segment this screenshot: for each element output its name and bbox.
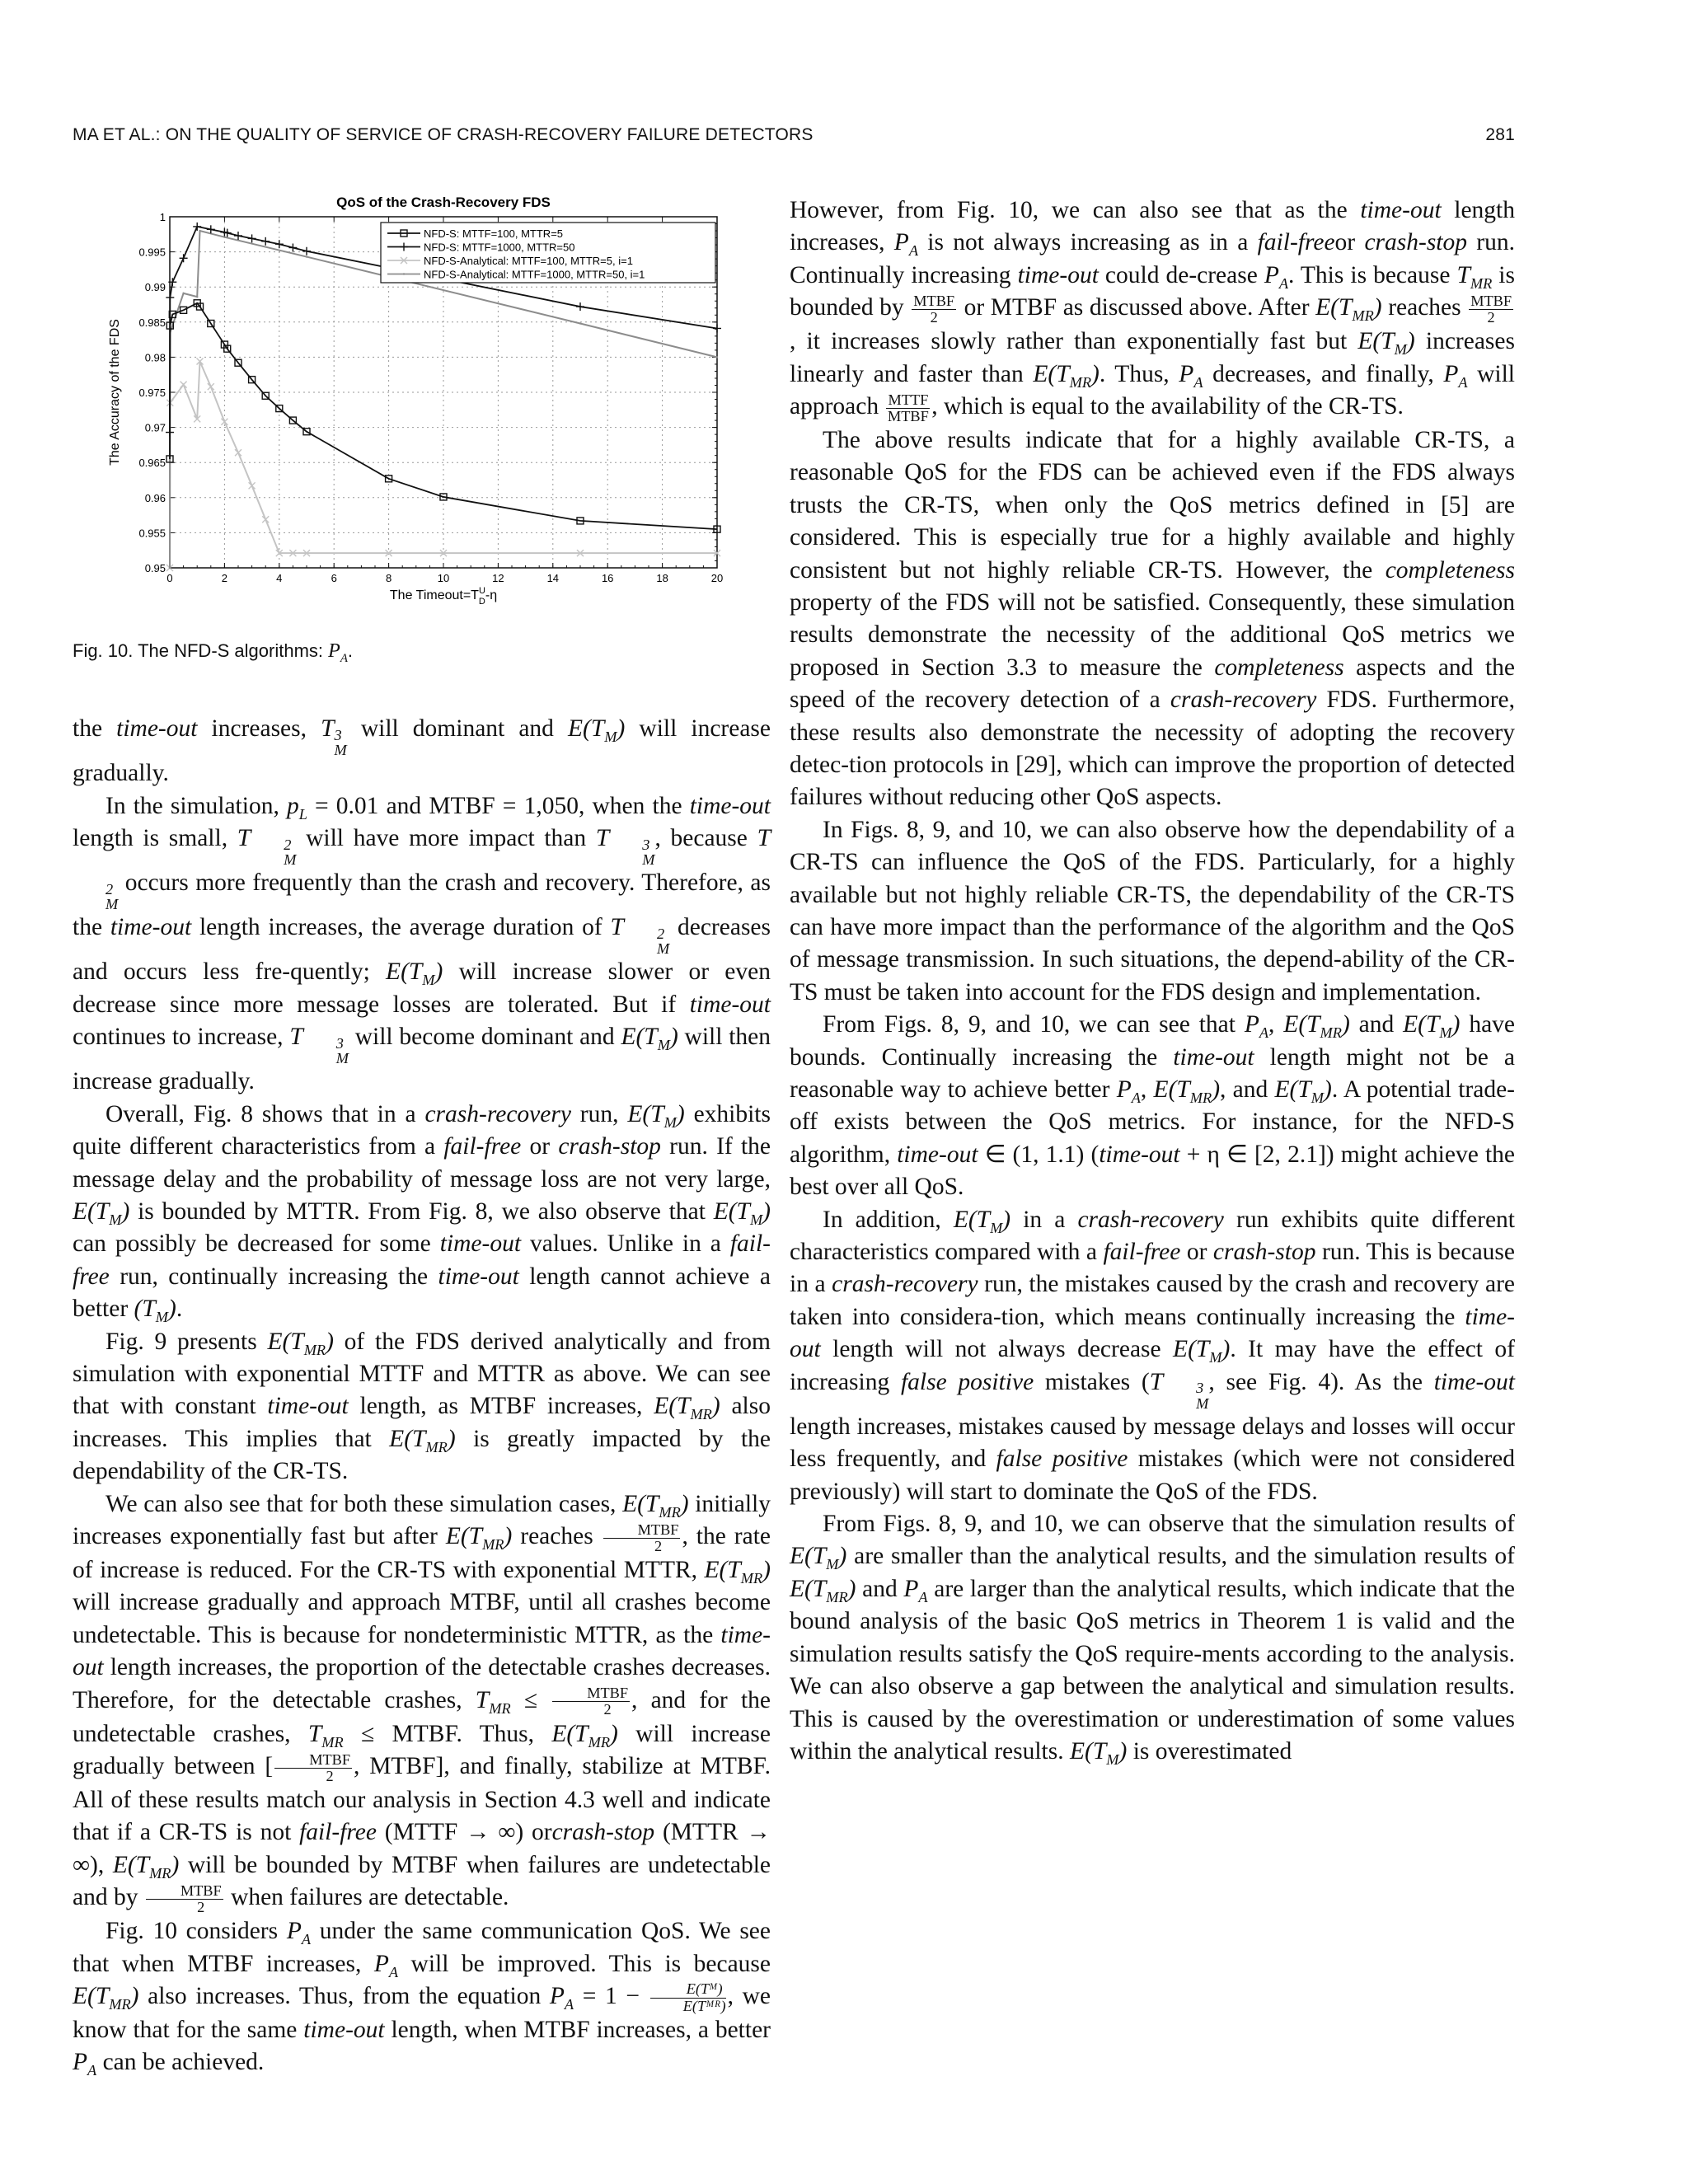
emphasis: fail-free	[443, 1133, 522, 1160]
emphasis: crash-recovery	[832, 1271, 978, 1298]
y-tick-label: 0.985	[138, 316, 166, 329]
math: $P_A$	[549, 1982, 574, 2013]
math: T 3 M	[289, 1024, 349, 1067]
paragraph: Fig. 9 presents $E(T_{MR})$ of the FDS derived analytically and from simulation with exponential MTTF and MTTR as above. We can see that with constant time-out length, as MTBF increases, $E(T_{MR})$ also increases. This implies that $E(T_{MR})$ is greatly impacted by the dependability of the CR-TS.	[73, 1328, 771, 1485]
emphasis: time-out	[1360, 197, 1442, 223]
y-tick-label: 0.955	[138, 527, 166, 540]
emphasis: time-out	[689, 792, 771, 819]
caption-text: Fig. 10. The NFD-S algorithms:	[73, 640, 329, 661]
math: $E(T_{MR})$	[1153, 1076, 1221, 1106]
math: $E(T_M)$	[790, 1543, 847, 1573]
math: $T_{MR}$	[475, 1686, 511, 1717]
paragraph: In Figs. 8, 9, and 10, we can also observe how the dependability of a CR-TS can influence the QoS of the FDS. Particularly, for a highly available but not highly reliable CR-TS, the dependability of the CR-TS can have more impact than the performance of the algorithm and the QoS of message transmission. In such situations, the depend-ability of the CR-TS must be taken into account for the FDS design and implementation.	[790, 816, 1515, 1005]
math: $E(T_M)$	[1403, 1011, 1461, 1042]
math: $E(T_{MR})$	[622, 1490, 689, 1521]
math: $E(T_M)$	[627, 1100, 685, 1131]
emphasis: time-out	[267, 1393, 349, 1420]
right-column	[790, 194, 1515, 1768]
math: T 2 M	[106, 824, 771, 912]
math: $P_A$	[286, 1918, 312, 1947]
math: $E(T_M)$	[73, 1198, 130, 1228]
math: $P_A$	[1443, 360, 1468, 391]
emphasis: time-out	[73, 1621, 771, 1681]
paragraph: In the simulation, $p_L = 0.01$ and MTBF = 1,050, when the time-out length is small, T 2 M will have more impact than T 3 M , because T 2 M occurs more frequently than the crash and recovery. Therefore, as the time-out length increases, the average duration of T 2 M decreases and occurs less fre-quently; $E(T_M)$ will increase slower or even decrease since more message losses are tolerated. But if time-out continues to increase, T 3 M will become dominant and $E(T_M)$ will then increase gradually.	[73, 792, 771, 1095]
fraction: E(Tᴹ) E(Tᴹᴿ)	[650, 1981, 726, 2013]
fraction: MTBF 2	[274, 1752, 352, 1784]
math: $P_A$	[893, 229, 918, 260]
paragraph: The above results indicate that for a highly available CR-TS, a reasonable QoS for the FDS can be achieved even if the FDS always trusts the CR-TS, when only the QoS metrics defined in [5] are considered. This is especially true for a highly available and highly consistent but not highly reliable CR-TS. However, the completeness property of the FDS will not be satisfied. Consequently, these simulation results demonstrate the necessity of the additional QoS metrics we proposed in Section 3.3 to measure the completeness aspects and the speed of the recovery detection of a crash-recovery FDS. Furthermore, these results also demonstrate the necessity of adopting the recovery detec-tion protocols in [29], which can improve the proportion of detected failures without reducing other QoS aspects.	[790, 426, 1515, 811]
emphasis: fail-free	[1103, 1239, 1181, 1266]
y-tick-label: 0.97	[144, 421, 166, 434]
paragraph: the time-out increases, T 3 M will dominant and $E(T_M)$ will increase gradually.	[73, 715, 771, 787]
x-tick-label: 16	[601, 572, 614, 584]
emphasis: crash-stop	[1364, 229, 1467, 256]
math: $T_{MR}$	[1456, 261, 1493, 292]
math: $P_A$	[73, 2049, 97, 2079]
paragraph: We can also see that for both these simulation cases, $E(T_{MR})$ initially increases exponentially fast but after $E(T_{MR})$ reaches MTBF 2 , the rate of increase is reduced. For the CR-TS with exponential MTTR, $E(T_{MR})$ will increase gradually and approach MTBF, until all crashes become undetectable. This is because for nondeterministic MTTR, as the time-out length increases, the proportion of the detectable crashes decreases. Therefore, for the detectable crashes, $T_{MR}$ ≤ MTBF 2 , and for the undetectable crashes, $T_{MR}$ ≤ MTBF. Thus, $E(T_{MR})$ will increase gradually between [ MTBF 2 , MTBF], and finally, stabilize at MTBF. All of these results match our analysis in Section 4.3 well and indicate that if a CR-TS is not fail-free (MTTF → ∞) orcrash-stop (MTTR → ∞), $E(T_{MR})$ will be bounded by MTBF when failures are undetectable and by MTBF 2 when failures are detectable.	[73, 1490, 771, 1915]
x-tick-label: 0	[166, 572, 173, 584]
math: T 2 M	[610, 914, 670, 958]
math: $T_{MR}$	[307, 1720, 344, 1750]
paragraph: However, from Fig. 10, we can also see that as the time-out length increases, $P_A$ is not always increasing as in a fail-freeor crash-stop run. Continually increasing time-out could de-crease $P_A$. This is because $T_{MR}$ is bounded by MTBF 2 or MTBF as discussed above. After $E(T_{MR})$ reaches MTBF 2 , it increases slowly rather than exponentially fast but $E(T_M)$ increases linearly and faster than $E(T_{MR})$. Thus, $P_A$ decreases, and finally, $P_A$ will approach MTTF MTBF , which is equal to the availability of the CR-TS.	[790, 197, 1516, 424]
x-tick-label: 2	[221, 572, 228, 584]
y-axis-label: The Accuracy of the FDS	[108, 319, 122, 466]
left-column	[73, 713, 771, 2079]
emphasis: crash-stop	[1212, 1239, 1316, 1266]
x-axis-label: The $Timeout=T^U$ D-η	[389, 586, 498, 607]
emphasis: time-out	[439, 1230, 522, 1258]
legend-entry: NFD-S-Analytical: MTTF=1000, MTTR=50, i=1	[424, 268, 645, 281]
math: $E(T_{MR})$	[445, 1523, 513, 1553]
math: $E(T_M)$	[621, 1024, 678, 1054]
y-tick-label: 0.95	[144, 562, 166, 574]
math: $P_A$	[1264, 261, 1289, 292]
emphasis: time-out	[1099, 1141, 1180, 1168]
math: $P_A$	[373, 1950, 399, 1980]
emphasis: time-out	[438, 1263, 519, 1290]
running-title: MA ET AL.: ON THE QUALITY OF SERVICE OF CRASH-RECOVERY FAILURE DETECTORS	[73, 125, 814, 144]
math: $E(T_{MR})$	[1283, 1011, 1350, 1042]
emphasis: crash-recovery	[1077, 1206, 1224, 1233]
math: $E(T_{MR})$	[790, 1575, 856, 1605]
math: $E(T_M)$	[713, 1198, 771, 1228]
emphasis: crash-stop	[558, 1133, 661, 1160]
emphasis: time-out	[116, 715, 198, 742]
x-tick-label: 4	[276, 572, 283, 584]
fraction: MTBF 2	[552, 1685, 630, 1718]
paragraph: From Figs. 8, 9, and 10, we can see that $P_A$, $E(T_{MR})$ and $E(T_M)$ have bounds. Continually increasing the time-out length might not be a reasonable way to achieve better $P_A$, $E(T_{MR})$, and $E(T_M)$. A potential trade-off exists between the QoS metrics. For instance, for the NFD-S algorithm, time-out ∈ (1, 1.1) (time-out + η ∈ [2, 2.1]) might achieve the best over all QoS.	[790, 1011, 1516, 1201]
y-tick-label: 0.98	[144, 351, 166, 364]
emphasis: time-out	[303, 2016, 385, 2043]
math: $p_L$	[286, 792, 307, 823]
y-tick-label: 0.96	[144, 491, 166, 504]
emphasis: time-out	[1173, 1043, 1254, 1071]
math: $E(T_M)$	[1357, 328, 1415, 359]
math: T 3 M	[1149, 1368, 1209, 1412]
x-tick-label: 6	[331, 572, 337, 584]
emphasis: time-out	[790, 1303, 1515, 1363]
y-tick-label: 0.965	[138, 457, 166, 470]
math: $E(T_M)$	[1173, 1336, 1231, 1366]
fraction: MTBF 2	[1470, 292, 1512, 326]
math: $E(T_{MR})$	[73, 1982, 139, 2013]
figure-caption: Fig. 10. The NFD-S algorithms: $P_A$.	[73, 640, 354, 665]
legend-entry: NFD-S: MTTF=100, MTTR=5	[424, 227, 564, 240]
math: T 3 M	[321, 715, 347, 758]
math: $P_A$	[1116, 1076, 1141, 1106]
fraction: MTTF MTBF	[887, 391, 929, 424]
math: $E(T_{MR})$	[1315, 294, 1382, 325]
emphasis: false positive	[900, 1368, 1034, 1395]
math: $E(T_M)$	[386, 958, 443, 989]
x-tick-label: 18	[656, 572, 668, 584]
emphasis: fail-free	[1257, 229, 1335, 256]
running-head	[73, 125, 1515, 150]
emphasis: false positive	[996, 1446, 1128, 1473]
legend-entry: NFD-S-Analytical: MTTF=100, MTTR=5, i=1	[424, 255, 633, 267]
math: T 2 M	[237, 824, 297, 868]
math: $E(T_{MR})$	[112, 1851, 180, 1882]
math: $E(T_{MR})$	[1033, 360, 1100, 391]
chart-title: QoS of the Crash-Recovery FDS	[336, 194, 551, 210]
figure-10-chart	[99, 181, 750, 610]
math: $P_A$	[903, 1575, 928, 1605]
emphasis: time-out	[689, 991, 771, 1018]
math: $E(T_{MR})$	[389, 1425, 456, 1455]
emphasis: crash-recovery	[1170, 687, 1317, 714]
math: $E(T_M)$	[1274, 1076, 1332, 1106]
x-tick-label: 8	[385, 572, 392, 584]
emphasis: time-out	[897, 1141, 978, 1168]
x-tick-label: 12	[492, 572, 504, 584]
emphasis: crash-stop	[551, 1819, 655, 1846]
y-tick-label: 0.975	[138, 387, 166, 399]
x-tick-label: 10	[437, 572, 450, 584]
emphasis: completeness	[1214, 654, 1344, 681]
math: $E(T_{MR})$	[704, 1557, 771, 1586]
fraction: MTBF 2	[146, 1883, 223, 1915]
paragraph: Fig. 10 considers $P_A$ under the same communication QoS. We see that when MTBF increases, $P_A$ will be improved. This is because $E(T_{MR})$ also increases. Thus, from the equation $P_A = 1$ − E(Tᴹ) E(Tᴹᴿ) , we know that for the same time-out length, when MTBF increases, a better $P_A$ can be achieved.	[73, 1918, 771, 2079]
y-tick-label: 1	[159, 211, 166, 223]
math: $P_A$	[1179, 360, 1203, 391]
emphasis: time-out	[110, 914, 192, 941]
emphasis: fail-free	[299, 1819, 377, 1846]
fraction: MTBF 2	[603, 1522, 681, 1554]
math: $E(T_M)$	[1070, 1737, 1128, 1768]
caption-symbol: $P_A$	[328, 640, 348, 665]
emphasis: completeness	[1385, 556, 1515, 583]
legend-entry: NFD-S: MTTF=1000, MTTR=50	[424, 241, 575, 254]
x-tick-label: 20	[710, 572, 724, 584]
emphasis: fail-free	[73, 1230, 771, 1290]
fraction: MTBF 2	[913, 292, 955, 326]
math: $(T_M)$	[134, 1296, 176, 1326]
math: $E(T_{MR})$	[654, 1393, 720, 1423]
emphasis: time-out	[1433, 1368, 1515, 1395]
line-chart	[99, 181, 750, 610]
math: T 3 M	[595, 824, 655, 868]
page-number: 281	[1485, 125, 1515, 144]
x-tick-label: 14	[546, 572, 560, 584]
math: $E(T_{MR})$	[267, 1328, 334, 1358]
y-tick-label: 0.995	[138, 246, 166, 259]
math: $P_A$	[1244, 1011, 1269, 1042]
emphasis: crash-recovery	[424, 1100, 571, 1127]
math: $E(T_{MR})$	[551, 1720, 618, 1750]
emphasis: time-out	[1017, 261, 1099, 288]
math: $E(T_M)$	[953, 1206, 1011, 1236]
y-tick-label: 0.99	[144, 281, 166, 294]
paragraph: In addition, $E(T_M)$ in a crash-recovery run exhibits quite different characteristics compared with a fail-free or crash-stop run. This is because in a crash-recovery run, the mistakes caused by the crash and recovery are taken into considera-tion, which means continually increasing the time-out length will not always decrease $E(T_M)$. It may have the effect of increasing false positive mistakes (T 3 M , see Fig. 4). As the time-out length increases, mistakes caused by message delays and losses will occur less frequently, and false positive mistakes (which were not considered previously) will start to dominate the QoS of the FDS.	[790, 1206, 1516, 1505]
paragraph: From Figs. 8, 9, and 10, we can observe that the simulation results of $E(T_M)$ are smaller than the analytical results, and the simulation results of $E(T_{MR})$ and $P_A$ are larger than the analytical results, which indicate that the bound analysis of the basic QoS metrics in Theorem 1 is valid and the simulation results satisfy the QoS require-ments according to the analysis. We can also observe a gap between the analytical and simulation results. This is caused by the overestimation or underestimation of some values within the analytical results. $E(T_M)$ is overestimated	[790, 1511, 1515, 1768]
math: $E(T_M)$	[568, 715, 626, 745]
paragraph: Overall, Fig. 8 shows that in a crash-recovery run, $E(T_M)$ exhibits quite different characteristics from a fail-free or crash-stop run. If the message delay and the probability of message loss are not very large, $E(T_M)$ is bounded by MTTR. From Fig. 8, we also observe that $E(T_M)$ can possibly be decreased for some time-out values. Unlike in a fail-free run, continually increasing the time-out length cannot achieve a better $(T_M)$.	[73, 1100, 771, 1326]
